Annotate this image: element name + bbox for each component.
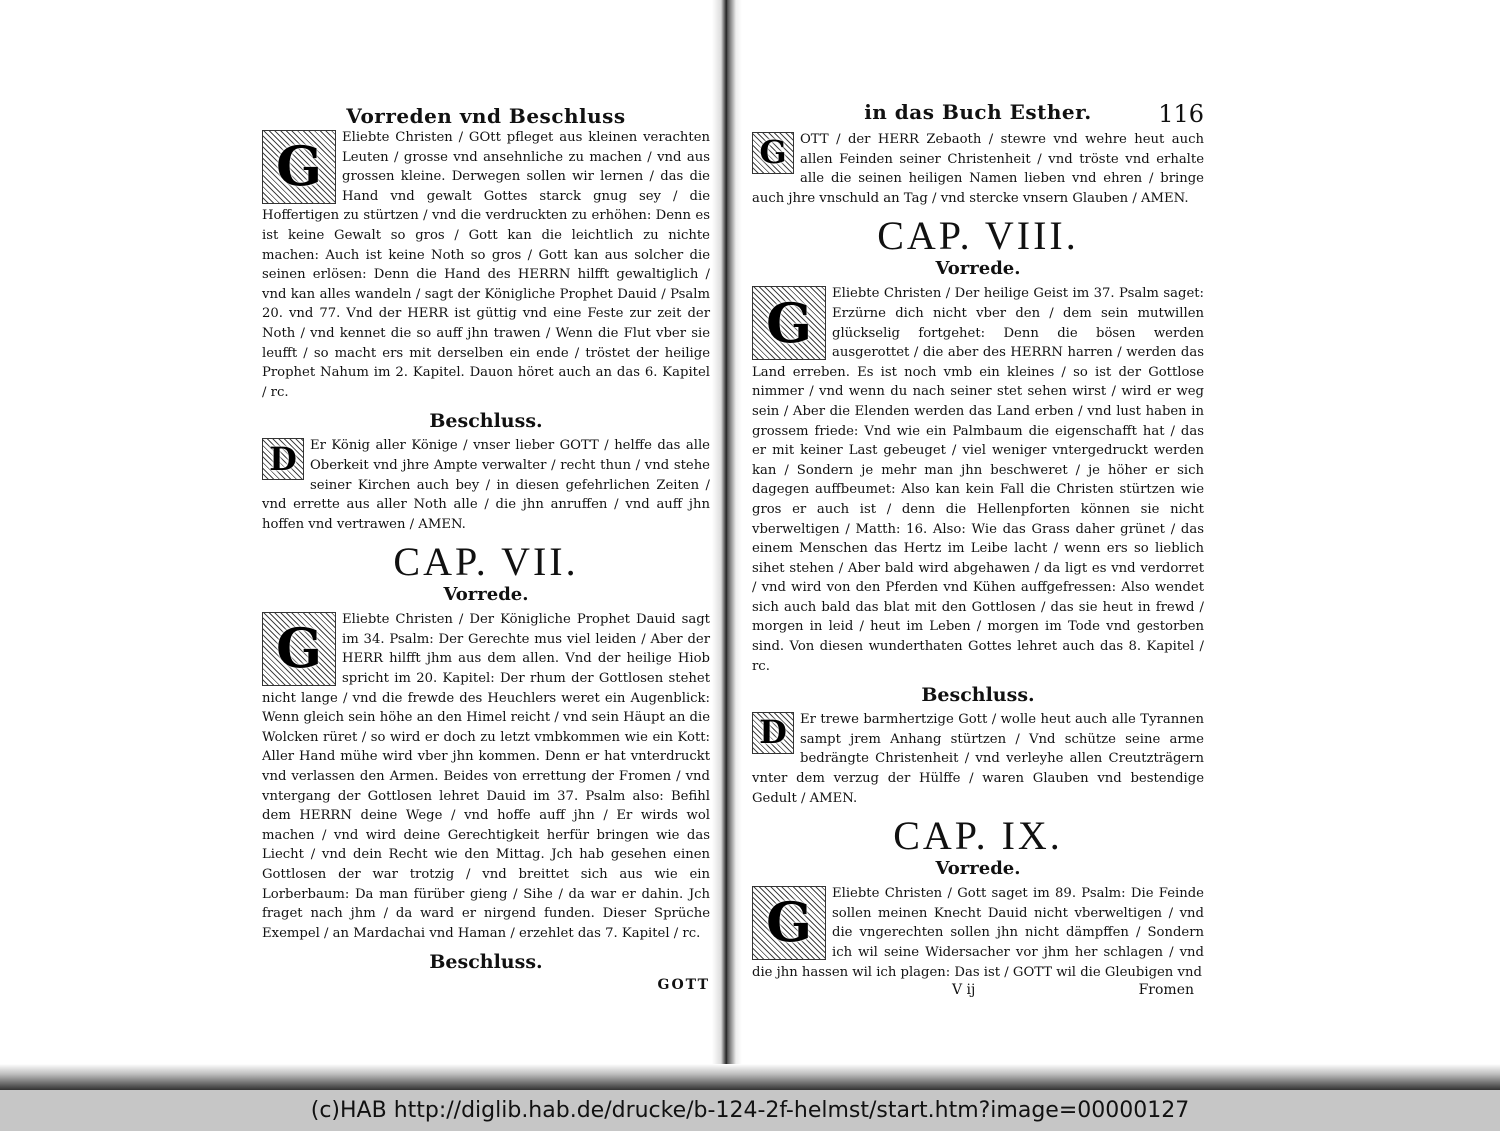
decorated-initial: G bbox=[752, 286, 826, 360]
running-header: Vorreden vnd Beschluss bbox=[346, 104, 626, 128]
signature-mark: V ij bbox=[952, 982, 976, 999]
left-page bbox=[262, 100, 710, 993]
chapter-heading: CAP. IX. bbox=[893, 813, 1063, 859]
beschluss-heading: Beschluss. bbox=[921, 684, 1035, 707]
paragraph-text: Eliebte Christen / Der heilige Geist im 37. Psalm saget: Erzürne dich nicht vber den / dem sein mutwillen glückselig fortgehet: Denn die bösen werden ausgerottet / die aber des HERRN harren / werden das Land erreben. Es ist noch vmb ein kleines / so ist der Gottlose nimmer / vnd wenn du nach seiner stet sehen wirst / wird er weg sein / Aber die Elenden werden das Land erben / vnd lust haben in grossem friede: Vnd wie ein Palmbaum die eigenschafft hat / das er mit keiner Last gebeuget / viel weniger vntergedruckt werden kan / Sondern je mehr man jhn beschweret / je höher er sich dagegen auffbeumet: Also kan kein Fall die Christen stürtzen wie gros er auch ist / denn die Hellenpforten können sie nicht vberweltigen / Matth: 16. Also: Wie das Grass daher grünet / das einem Menschen das Hertz im Leibe lacht / wenn ers so lieblich sihet stehen / Aber bald wird abgehawen / da ligt es vnd verdorret / vnd wird von den Pferden vnd Kühen auffgefressen: Also wendet sich auch bald das blat mit den Gottlosen / das sie heut in frewd / morgen in leid / heut im Leben / morgen im Tode vnd gestorben sind. Von diesen wunderthaten Gottes lehret auch das 8. Kapitel / rc. bbox=[752, 286, 1204, 674]
chapter-heading: CAP. VIII. bbox=[877, 213, 1079, 259]
running-header: in das Buch Esther. bbox=[864, 100, 1092, 124]
decorated-initial: D bbox=[262, 438, 304, 480]
signature-line bbox=[752, 982, 1204, 998]
vorrede-heading: Vorrede. bbox=[935, 858, 1021, 880]
decorated-initial: G bbox=[262, 612, 336, 686]
right-page bbox=[752, 100, 1204, 998]
book-bottom-edge bbox=[0, 1064, 1500, 1090]
paragraph-text: Eliebte Christen / GOtt pfleget aus kleinen verachten Leuten / grosse vnd ansehnliche zu machen / vnd aus grossen kleine. Derwegen sollen wir lernen / das die Hand vnd gewalt Gottes starck gnug sey / die Hoffertigen zu stürtzen / vnd die verdruckten zu erhöhen: Denn es ist keine Gewalt so gros / Gott kan die leichtlich zu nichte machen: Auch ist keine Noth so gros / Gott kan aus solcher die seinen erlösen: Denn die Hand des HERRN hilfft gewaltiglich / vnd kan alles wandeln / sagt der Königliche Prophet Dauid / Psalm 20. vnd 77. Vnd der HERR ist güttig vnd eine Feste zur zeit der Noth / vnd kennet die so auff jhn trawen / Wenn die Flut vber sie leufft / so macht ers mit derselben ein ende / tröstet der heilige Prophet Nahum im 2. Kapitel. Dauon höret auch an das 6. Kapitel / rc. bbox=[262, 130, 710, 400]
decorated-initial: D bbox=[752, 712, 794, 754]
paragraph-text: OTT / der HERR Zebaoth / stewre vnd wehre heut auch allen Feinden seiner Christenheit / vnd tröste vnd erhalte alle die seinen heiligen Namen lieben vnd ehren / bringe auch jhre vnschuld an Tag / vnd stercke vnsern Glauben / AMEN. bbox=[752, 132, 1204, 206]
header-row bbox=[752, 100, 1204, 130]
decorated-initial: G bbox=[752, 132, 794, 174]
chapter-heading: CAP. VII. bbox=[393, 539, 579, 585]
beschluss-heading: Beschluss. bbox=[429, 410, 543, 433]
vorrede-heading: Vorrede. bbox=[443, 584, 529, 606]
chapter-paragraph bbox=[262, 610, 710, 943]
chapter-paragraph bbox=[752, 284, 1204, 676]
copyright-footer: (c)HAB http://diglib.hab.de/drucke/b-124-2f-helmst/start.htm?image=00000127 bbox=[0, 1090, 1500, 1131]
continuation-paragraph bbox=[752, 130, 1204, 208]
catchword: Fromen bbox=[1138, 982, 1194, 999]
paragraph-text: Eliebte Christen / Der Königliche Prophet Dauid sagt im 34. Psalm: Der Gerechte mus viel leiden / Aber der HERR hilfft jhm aus dem allen. Vnd der heilige Hiob spricht im 20. Kapitel: Der rhum der Gottlosen stehet nicht lange / vnd die frewde des Heuchlers weret ein Augenblick: Wenn gleich sein höhe an den Himel reicht / vnd sein Häupt an die Wolcken rüret / so wird er doch zu letzt vmbkommen wie ein Kott: Aller Hand mühe wird vber jhn kommen. Denn er hat vnterdruckt vnd verlassen den Armen. Beides von errettung der Fromen / vnd vntergang der Gottlosen lehret Dauid im 37. Psalm also: Befihl dem HERRN deine Wege / vnd hoffe auff jhn / Er wirds wol machen / vnd wird deine Gerechtigkeit herfür bringen wie das Liecht / vnd dein Recht wie den Mittag. Jch hab gesehen einen Gottlosen der war trotzig / vnd breittet sich aus wie ein Lorberbaum: Da man fürüber gieng / Sihe / da war er dahin. Jch fraget nach jhm / da ward er nirgend funden. Dieser Sprüche Exempel / an Mardachai vnd Haman / erzehlet das 7. Kapitel / rc. bbox=[262, 612, 710, 941]
beschluss-paragraph bbox=[262, 436, 710, 534]
beschluss-heading: Beschluss. bbox=[429, 951, 543, 974]
intro-paragraph bbox=[262, 128, 710, 402]
paragraph-text: Er trewe barmhertzige Gott / wolle heut auch alle Tyrannen sampt jrem Anhang stürtzen / Vnd schütze seine arme bedrängte Christenheit / vnd verleyhe allen Creutzträgern vnter dem verzug der Hülffe / waren Glauben vnd bestendige Gedult / AMEN. bbox=[752, 712, 1204, 806]
catchword: GOTT bbox=[657, 977, 710, 994]
decorated-initial: G bbox=[752, 886, 826, 960]
paragraph-text: Er König aller Könige / vnser lieber GOTT / helffe das alle Oberkeit vnd jhre Ampte verwalter / recht thun / vnd stehe seiner Kirchen auch bey / in diesen gefehrlichen Zeiten / vnd errette aus aller Noth alle / die jhn anruffen / vnd auff jhn hoffen vnd vertrawen / AMEN. bbox=[262, 438, 710, 532]
vorrede-heading: Vorrede. bbox=[935, 258, 1021, 280]
decorated-initial: G bbox=[262, 130, 336, 204]
page-number: 116 bbox=[1158, 100, 1204, 128]
beschluss-paragraph bbox=[752, 710, 1204, 808]
chapter-paragraph bbox=[752, 884, 1204, 982]
book-gutter bbox=[712, 0, 742, 1090]
paragraph-text: Eliebte Christen / Gott saget im 89. Psalm: Die Feinde sollen meinen Knecht Dauid nicht vberweltigen / vnd die vngerechten sollen jhn nicht dämpffen / Sondern ich wil seine Widersacher vor jhm her schlagen / vnd die jhn hassen wil ich plagen: Das ist / GOTT wil die Gleubigen vnd bbox=[752, 886, 1204, 980]
